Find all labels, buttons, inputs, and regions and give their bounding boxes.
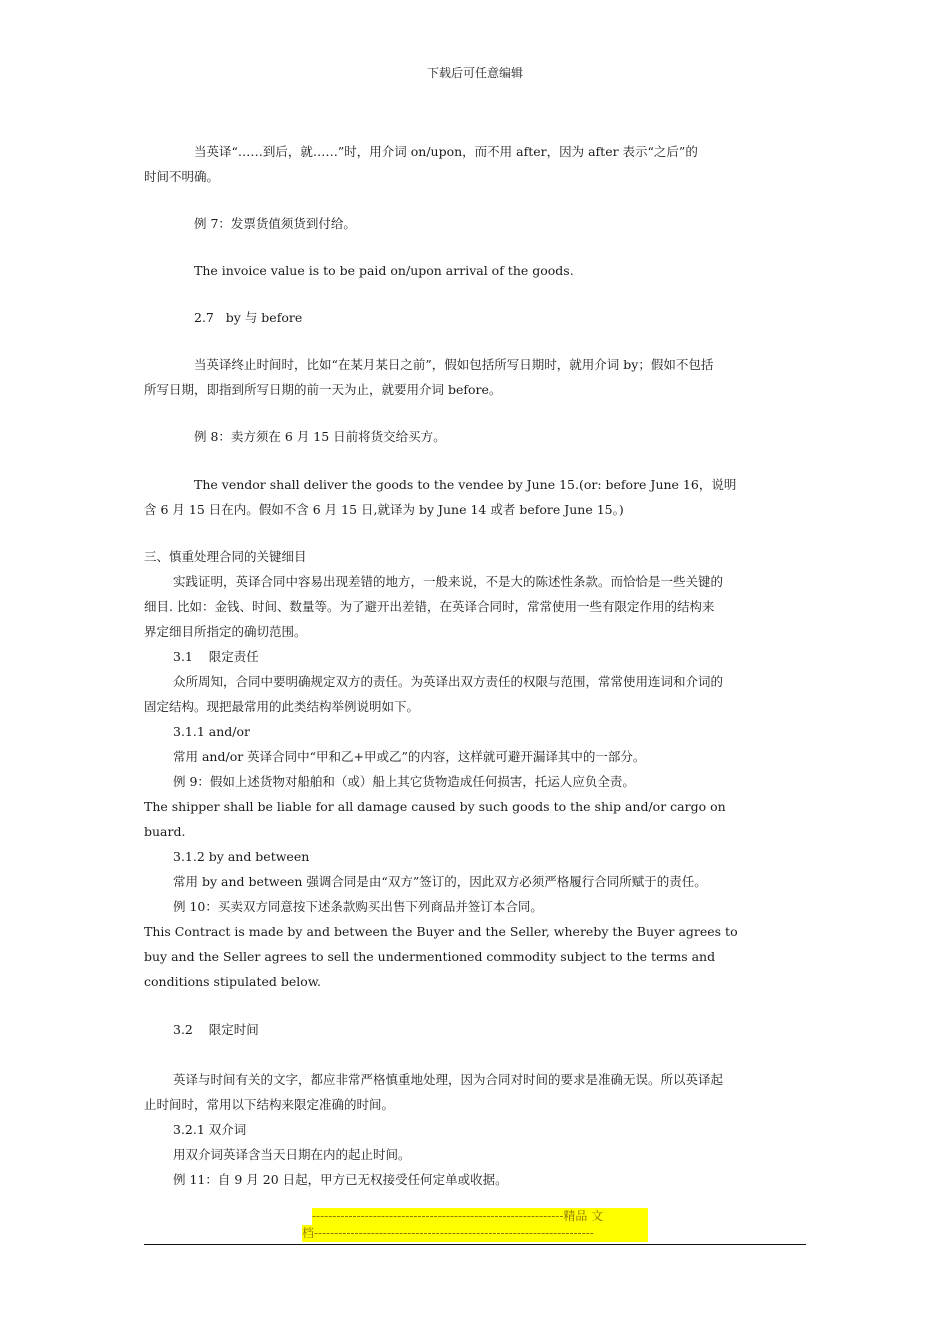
text-line-ex10en1: This Contract is made by and between the Buyer and the Seller, whereby the Buyer agrees to: [144, 924, 738, 939]
text-line-s321: 3.2.1 双介词: [173, 1122, 247, 1137]
text-line-ex8: 例 8：卖方须在 6 月 15 日前将货交给买方。: [194, 429, 446, 444]
footer-rule: [144, 1244, 806, 1245]
text-line-p3c: 界定细目所指定的确切范围。: [144, 624, 307, 639]
text-line-p4b: 固定结构。现把最常用的此类结构举例说明如下。: [144, 699, 420, 714]
text-line-ex7en: The invoice value is to be paid on/upon arrival of the goods.: [194, 263, 574, 278]
text-line-s31: 3.1 限定责任: [173, 649, 259, 664]
text-line-p6: 常用 by and between 强调合同是由“双方”签订的，因此双方必须严格履行合同所赋于的责任。: [173, 874, 707, 889]
text-line-p4a: 众所周知，合同中要明确规定双方的责任。为英译出双方责任的权限与范围，常常使用连词和介词的: [173, 674, 724, 689]
text-line-s312: 3.1.2 by and between: [173, 849, 310, 864]
text-line-ex8en1: The vendor shall deliver the goods to the vendee by June 15.(or: before June 16，说明: [194, 477, 737, 492]
text-line-ex7: 例 7：发票货值须货到付给。: [194, 216, 356, 231]
text-line-s27: 2.7 by 与 before: [194, 310, 303, 325]
text-line-s32: 3.2 限定时间: [173, 1022, 259, 1037]
text-line-ex10: 例 10：买卖双方同意按下述条款购买出售下列商品并签订本合同。: [173, 899, 543, 914]
text-line-p5: 常用 and/or 英译合同中“甲和乙+甲或乙”的内容，这样就可避开漏译其中的一部分。: [173, 749, 646, 764]
text-line-p7a: 英译与时间有关的文字，都应非常严格慎重地处理，因为合同对时间的要求是准确无误。所以英译起: [173, 1072, 724, 1087]
text-line-ex10en3: conditions stipulated below.: [144, 974, 322, 989]
text-line-p1a: 当英译“……到后，就……”时，用介词 on/upon，而不用 after，因为 after 表示“之后”的: [194, 144, 698, 159]
text-line-ex11: 例 11：自 9 月 20 日起，甲方已无权接受任何定单或收据。: [173, 1172, 508, 1187]
text-line-s311: 3.1.1 and/or: [173, 724, 250, 739]
text-line-p2a: 当英译终止时间时，比如“在某月某日之前”，假如包括所写日期时，就用介词 by；假如不包括: [194, 357, 714, 372]
text-line-sec3: 三、慎重处理合同的关键细目: [144, 549, 307, 564]
text-line-p3a: 实践证明，英译合同中容易出现差错的地方，一般来说，不是大的陈述性条款。而恰恰是一些关键的: [173, 574, 724, 589]
footer-highlight-line-1: --------------------------------------------------------------精品 文: [312, 1208, 648, 1225]
text-line-ex9en2: buard.: [144, 824, 186, 839]
footer-highlight-line-2: 档---------------------------------------------------------------------: [302, 1225, 648, 1242]
text-line-p8: 用双介词英译含当天日期在内的起止时间。: [173, 1147, 411, 1162]
text-line-p3b: 细目. 比如：金钱、时间、数量等。为了避开出差错，在英译合同时，常常使用一些有限定作用的结构来: [144, 599, 715, 614]
text-line-ex9: 例 9：假如上述货物对船舶和（或）船上其它货物造成任何损害，托运人应负全责。: [173, 774, 635, 789]
text-line-p2b: 所写日期，即指到所写日期的前一天为止，就要用介词 before。: [144, 382, 502, 397]
page-header: 下载后可任意编辑: [426, 66, 523, 80]
text-line-ex8en2: 含 6 月 15 日在内。假如不含 6 月 15 日,就译为 by June 14 或者 before June 15。): [144, 502, 624, 517]
text-line-p1b: 时间不明确。: [144, 169, 220, 184]
text-line-ex9en1: The shipper shall be liable for all damage caused by such goods to the ship and/or cargo on: [144, 799, 726, 814]
text-line-p7b: 止时间时，常用以下结构来限定准确的时间。: [144, 1097, 395, 1112]
text-line-ex10en2: buy and the Seller agrees to sell the undermentioned commodity subject to the terms and: [144, 949, 716, 964]
